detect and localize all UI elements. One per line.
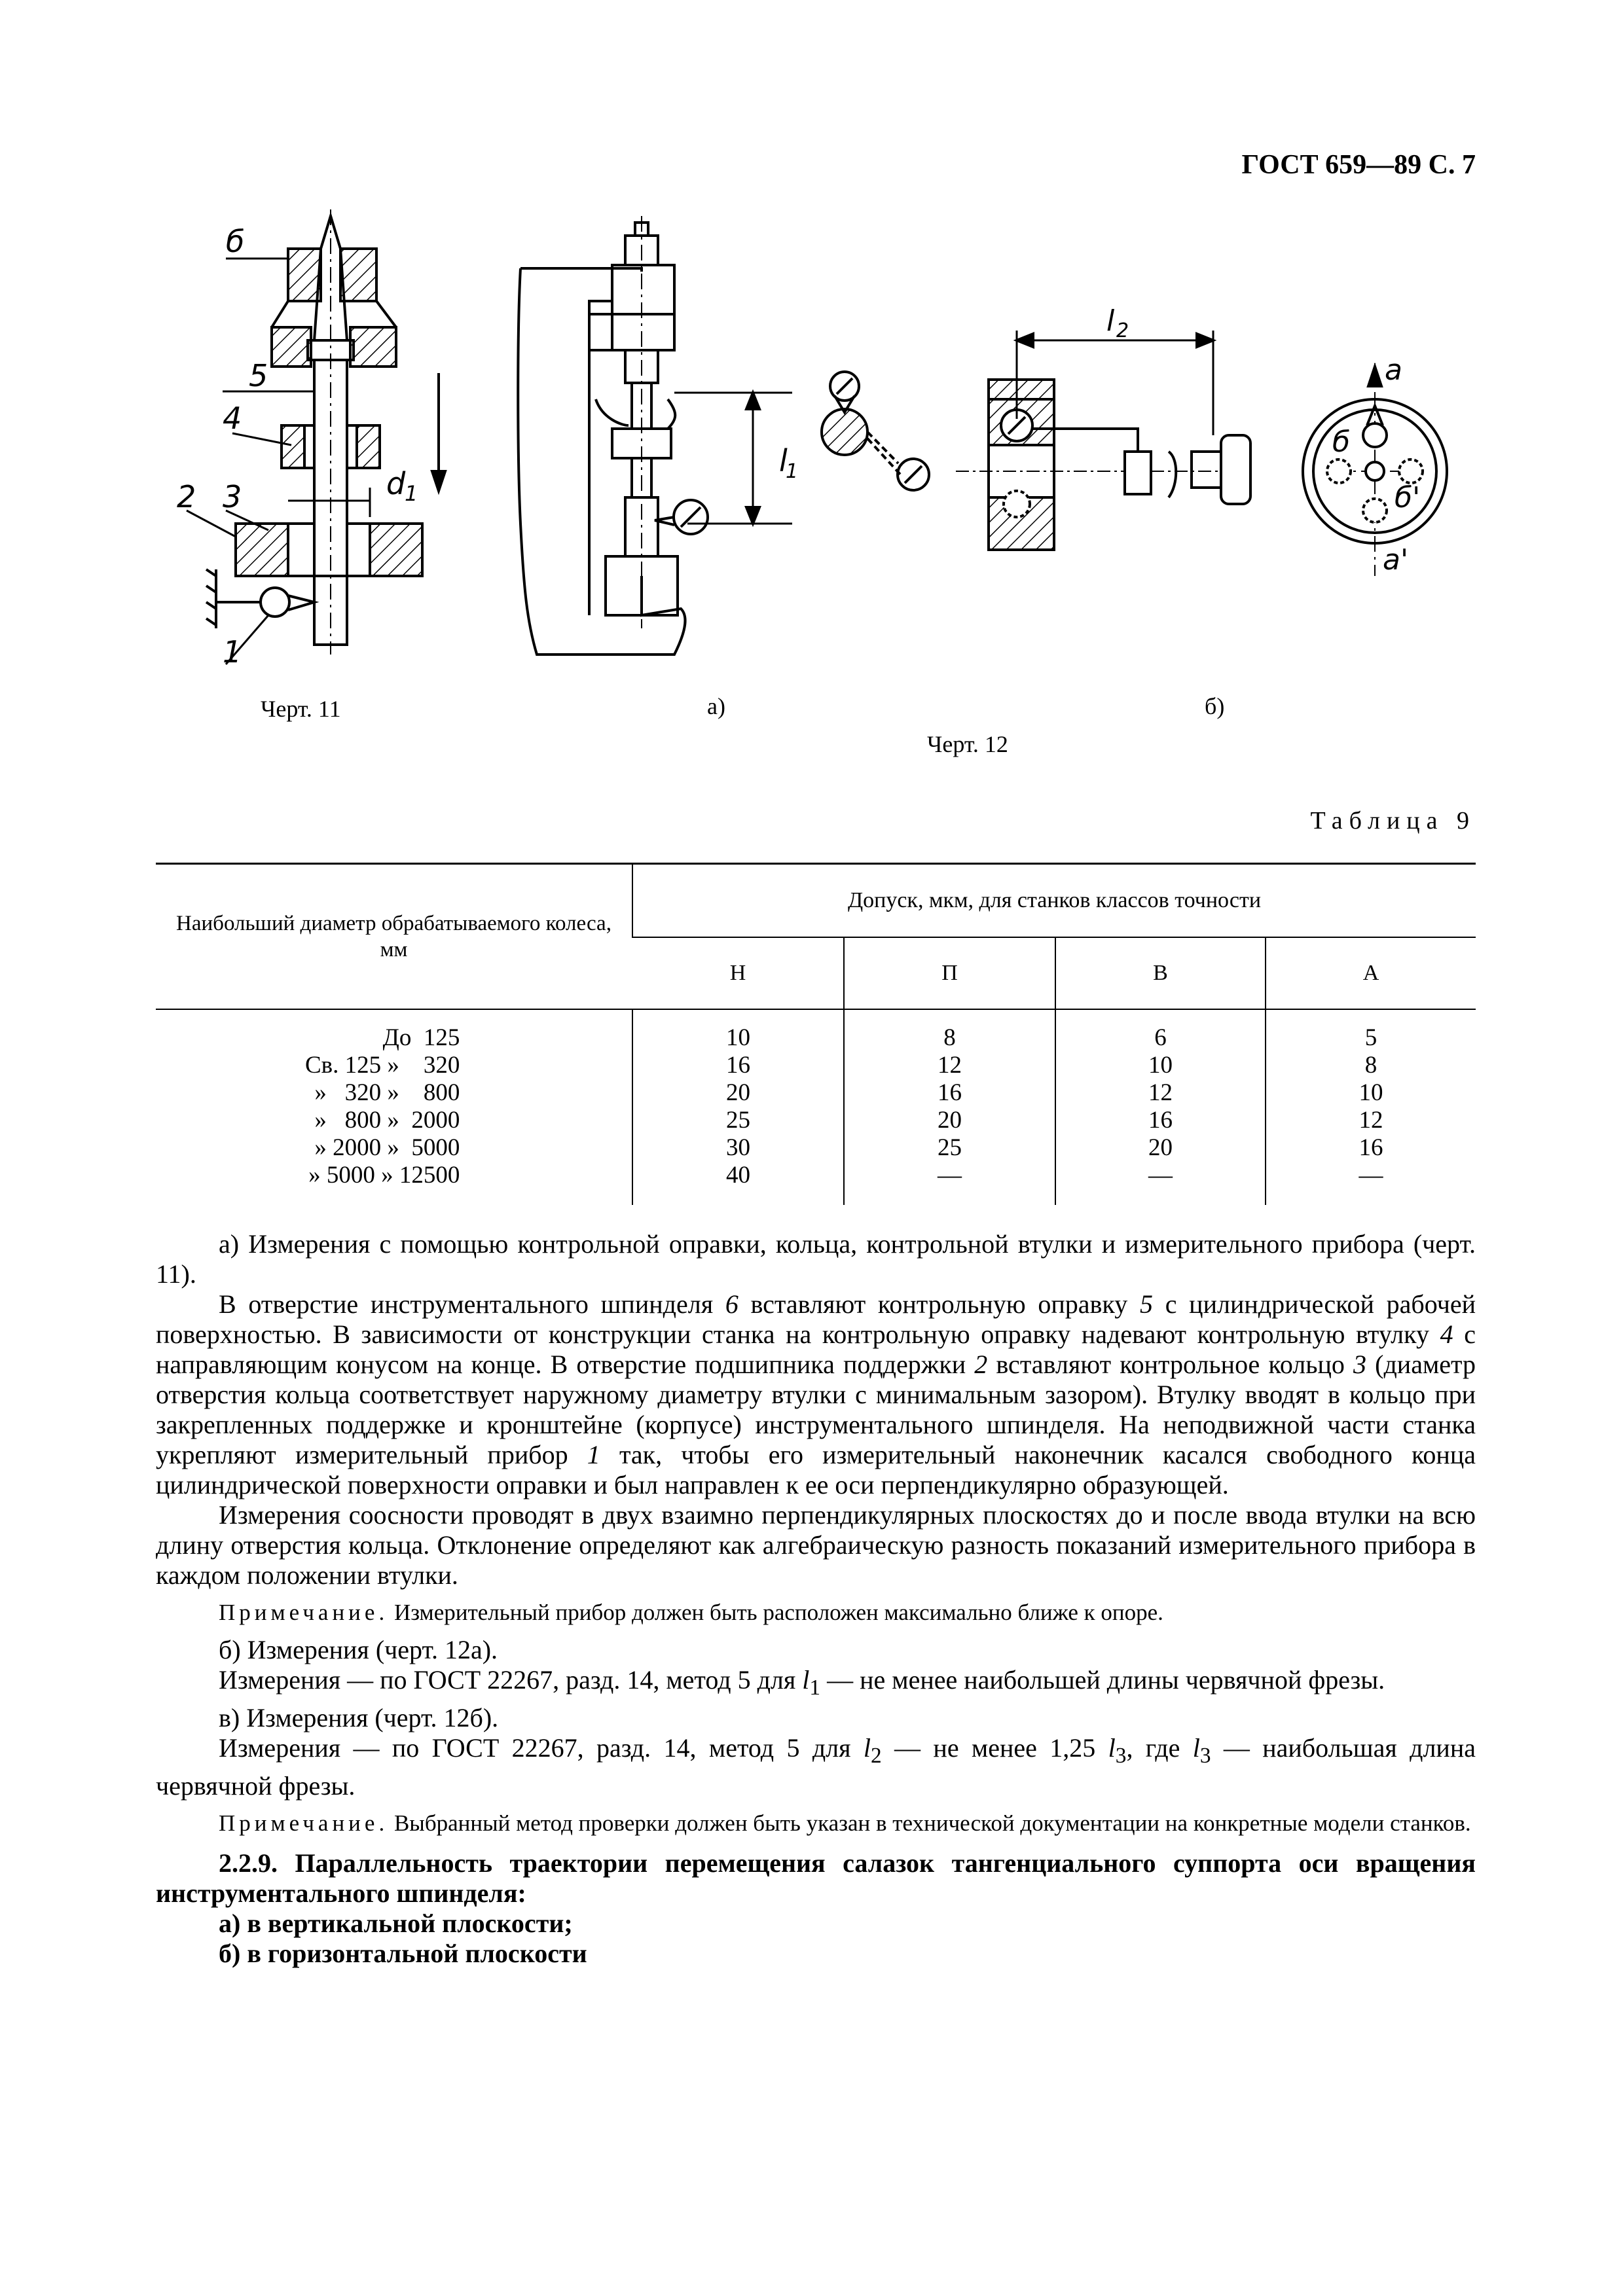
paragraph-b-method: Измерения — по ГОСТ 22267, разд. 14, метод 5 для $l_1$ — не менее наибольшей длины червячной фрезы. — [219, 1665, 1385, 1700]
tolerance-value: 10 — [1359, 1079, 1383, 1106]
tolerance-value: 16 — [938, 1079, 962, 1106]
fig11-label-3: 3 — [223, 479, 242, 514]
page-header: ГОСТ 659—89 С. 7 — [1241, 150, 1476, 180]
table-row — [156, 1009, 1476, 1205]
paragraph-procedure: В отверстие инструментального шпинделя 6 вставляют контрольную оправку 5 с цилиндрической рабочей поверхностью. В зависимости от конструкции станка на контрольную оправку надевают контрольную втулку 4 с направляющим конусом на конце. В отверстие подшипника поддержки 2 вставляют контрольное кольцо 3 (диаметр отверстия кольца соответствует наружному диаметру втулки с минимальным зазором). Втулку вводят в кольцо при закрепленных поддержке и кронштейне (корпусе) инструментального шпинделя. На неподвижной части станка укрепляют измерительный прибор 1 так, чтобы его измерительный наконечник касался свободного конца цилиндрической поверхности оправки и был направлен к ее оси перпендикулярно образующей. — [156, 1289, 1476, 1499]
fig12b-label-l2: l — [1106, 304, 1115, 338]
tolerance-value: 16 — [726, 1052, 750, 1079]
tolerance-value: 8 — [943, 1024, 956, 1051]
paragraph-v: в) Измерения (черт. 12б). — [219, 1703, 499, 1732]
note-2: Примечание. Выбранный метод проверки должен быть указан в технической документации на конкретные модели станков. — [219, 1810, 1471, 1836]
tolerance-value: 25 — [938, 1134, 962, 1161]
class-a-values — [1266, 1009, 1476, 1205]
fig11-label-6: б — [226, 224, 245, 259]
paragraph-alignment: Измерения соосности проводят в двух взаимно перпендикулярных плоскостях до и после ввода втулки на всю длину отверстия кольца. Отклонение определяют как алгебраическую разность показаний измерительного прибора в каждом положении втулки. — [156, 1500, 1476, 1590]
paragraph-b: б) Измерения (черт. 12а). — [219, 1635, 498, 1664]
diameter-value: Св. 125 » 320 — [305, 1052, 460, 1079]
fig11-label-d1: d — [386, 466, 406, 501]
tolerance-value: 20 — [938, 1107, 962, 1134]
class-p-values — [844, 1009, 1055, 1205]
fig12a-caption: а) — [707, 693, 725, 719]
diameter-value: » 800 » 2000 — [314, 1107, 460, 1134]
class-h-values — [632, 1009, 844, 1205]
tolerance-value: 10 — [726, 1024, 750, 1051]
fig12b-label-a: а — [1385, 353, 1402, 387]
tolerance-value: 40 — [726, 1162, 750, 1189]
section-2-2-9-b: б) в горизонтальной плоскости — [219, 1939, 587, 1968]
fig11-label-2: 2 — [177, 479, 196, 514]
diameter-value: » 5000 » 12500 — [308, 1162, 460, 1189]
note-1: Примечание. Измерительный прибор должен быть расположен максимально ближе к опоре. — [219, 1600, 1163, 1625]
fig12b-label-a-prime: а' — [1383, 543, 1409, 577]
fig12b-caption: б) — [1205, 693, 1225, 719]
paragraph-a: а) Измерения с помощью контрольной оправки, кольца, контрольной втулки и измерительного прибора (черт. 11). — [156, 1229, 1476, 1289]
tolerance-value: 30 — [726, 1134, 750, 1161]
fig11-label-d1-sub: 1 — [405, 481, 418, 506]
fig11-caption: Черт. 11 — [261, 696, 341, 722]
tolerance-value: 6 — [1154, 1024, 1167, 1051]
fig12b-label-b: б — [1332, 425, 1351, 459]
fig12a-label-l1: l — [779, 443, 788, 478]
class-header-a: А — [1266, 937, 1476, 1009]
tolerance-value: 16 — [1148, 1107, 1173, 1134]
tolerance-value: 5 — [1364, 1024, 1377, 1051]
fig11-label-4: 4 — [223, 401, 242, 436]
class-header-p: П — [844, 937, 1055, 1009]
tolerance-value: 12 — [1148, 1079, 1173, 1106]
tolerance-value: 25 — [726, 1107, 750, 1134]
drawings — [0, 0, 1623, 772]
tolerance-value: 12 — [1359, 1107, 1383, 1134]
section-2-2-9-a: а) в вертикальной плоскости; — [219, 1909, 573, 1938]
class-header-v: В — [1055, 937, 1266, 1009]
tolerance-value: 8 — [1364, 1052, 1377, 1079]
fig12-caption: Черт. 12 — [927, 731, 1008, 757]
tolerance-value: — — [1359, 1162, 1383, 1189]
fig12b-label-b-prime: б' — [1395, 481, 1421, 514]
figure-12a — [518, 216, 929, 655]
fig12b-label-l2-sub: 2 — [1116, 319, 1129, 342]
figure-12b — [956, 331, 1447, 576]
diameter-value: » 320 » 800 — [314, 1079, 460, 1106]
diameter-value: До 125 — [382, 1024, 460, 1051]
fig11-label-5: 5 — [249, 358, 268, 393]
section-2-2-9-heading: 2.2.9. Параллельность траектории перемещения салазок тангенциального суппорта оси вращения инструментального шпинделя: — [156, 1848, 1476, 1908]
tolerance-value: 20 — [726, 1079, 750, 1106]
tolerance-value: — — [1148, 1162, 1173, 1189]
tolerance-value: 20 — [1148, 1134, 1173, 1161]
tolerance-value: 16 — [1359, 1134, 1383, 1161]
tolerance-value: 10 — [1148, 1052, 1173, 1079]
fig11-label-1: 1 — [223, 634, 242, 670]
fig12a-label-l1-sub: 1 — [786, 460, 799, 483]
diameter-value: » 2000 » 5000 — [314, 1134, 460, 1161]
col-tolerance-header: Допуск, мкм, для станков классов точности — [632, 864, 1476, 938]
paragraph-v-method: Измерения — по ГОСТ 22267, разд. 14, метод 5 для $l_2$ — не менее 1,25 $l_3$, где $l_3$ — наибольшая длина червячной фрезы. — [156, 1733, 1476, 1801]
class-v-values — [1055, 1009, 1266, 1205]
tolerance-value: — — [938, 1162, 962, 1189]
figure-11 — [187, 209, 445, 664]
tolerance-table — [156, 863, 1476, 1205]
body-text — [156, 1229, 1476, 1969]
class-header-h: Н — [632, 937, 844, 1009]
table-title: Таблица 9 — [1310, 807, 1476, 834]
col-diameter-header: Наибольший диаметр обрабатываемого колеса, мм — [156, 864, 632, 1010]
diameter-list — [305, 1024, 460, 1189]
tolerance-value: 12 — [938, 1052, 962, 1079]
figure-12a-labels — [779, 443, 798, 483]
